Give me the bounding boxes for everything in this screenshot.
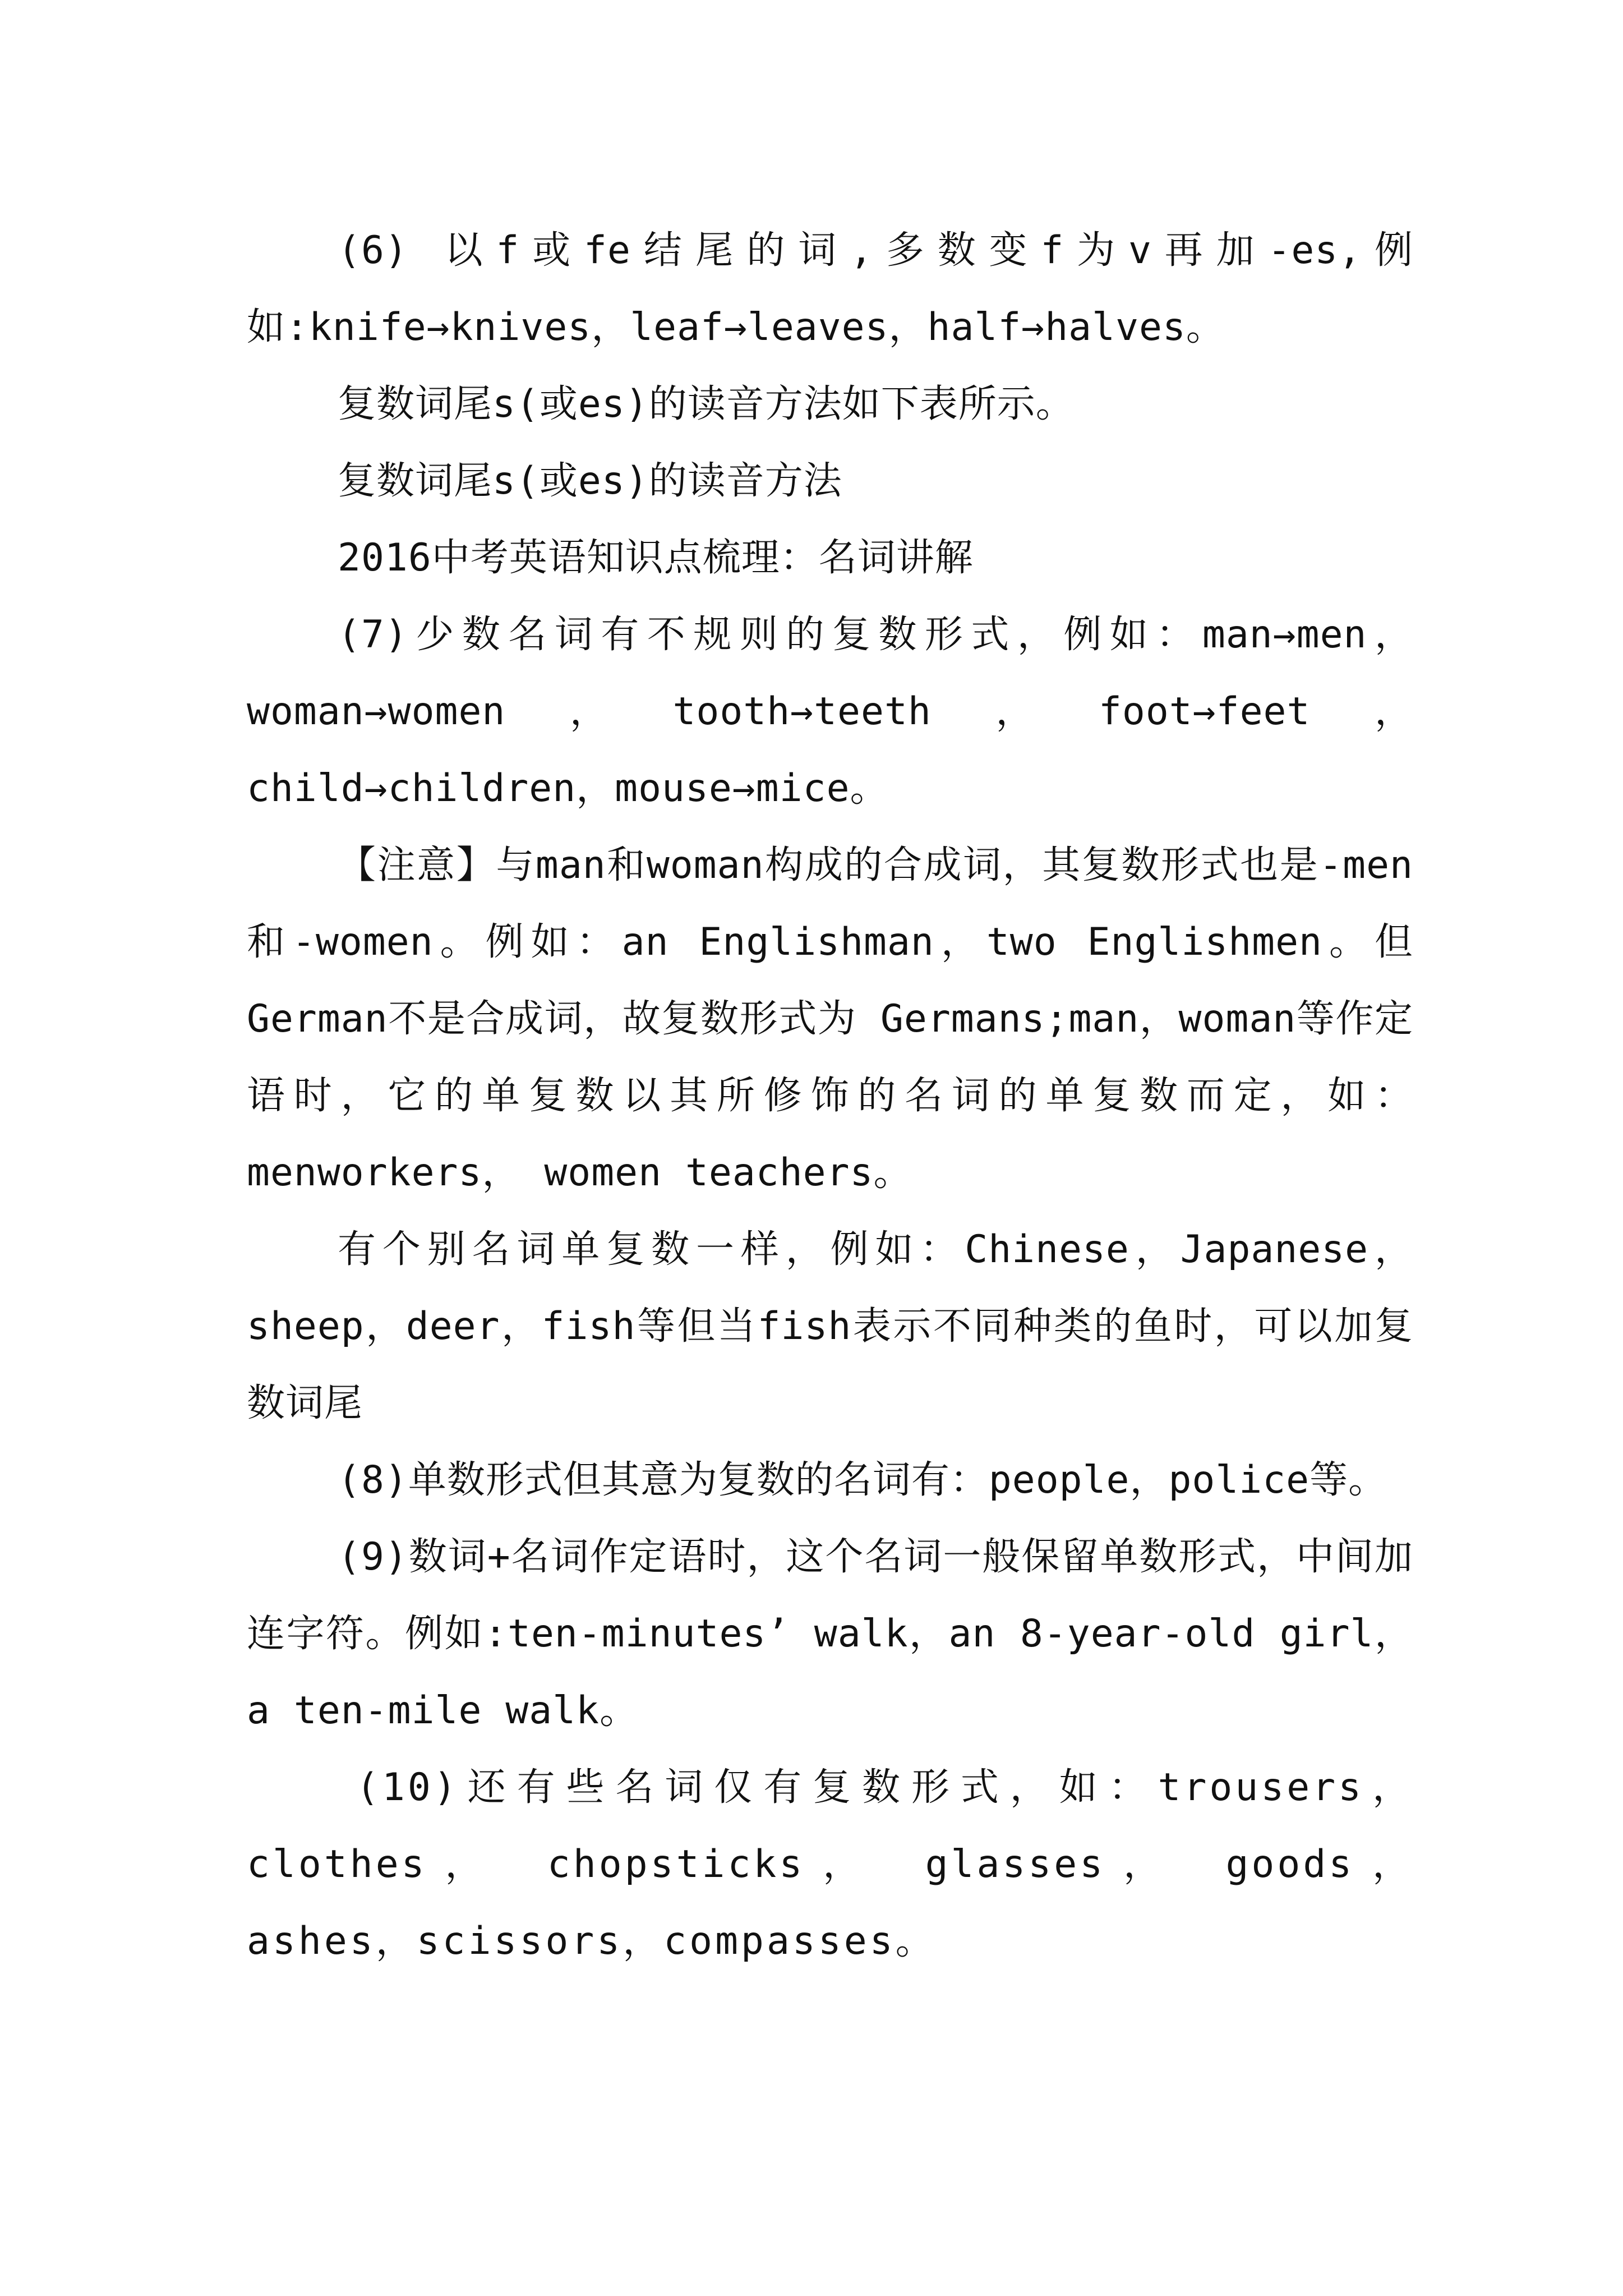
paragraph-note: 【注意】与man和woman构成的合成词，其复数形式也是-men和-women。例如：an Englishman，two Englishmen。但German不是合成词，故复数形式为 Germans;man，woman等作定语时，它的单复数以其所修饰的名词的单复数而定，如：menworkers， women teachers。	[247, 843, 1413, 1195]
paragraph-rule-7: (7)少数名词有不规则的复数形式，例如：man→men，woman→women，tooth→teeth，foot→feet，child→children，mouse→mice。	[247, 613, 1413, 811]
paragraph-table-intro: 复数词尾s(或es)的读音方法如下表所示。	[338, 382, 1075, 426]
paragraph-rule-10: (10)还有些名词仅有复数形式，如：trousers，clothes， chopsticks， glasses， goods， ashes，scissors，compasses。	[247, 1765, 1413, 1963]
paragraph-same-form: 有个别名词单复数一样，例如：Chinese，Japanese，sheep，deer，fish等但当fish表示不同种类的鱼时，可以加复数词尾	[247, 1227, 1413, 1425]
paragraph-table-caption: 复数词尾s(或es)的读音方法	[338, 459, 842, 503]
paragraph-section-title: 2016中考英语知识点梳理：名词讲解	[338, 536, 974, 580]
paragraph-rule-8: (8)单数形式但其意为复数的名词有：people，police等。	[338, 1458, 1387, 1502]
document-page	[247, 212, 1413, 1980]
paragraph-rule-9: (9)数词+名词作定语时，这个名词一般保留单数形式，中间加连字符。例如:ten-minutes’ walk，an 8-year-old girl，a ten-mile walk。	[247, 1535, 1413, 1733]
paragraph-rule-6: (6) 以f或fe结尾的词,多数变f为v再加-es,例如:knife→knives，leaf→leaves，half→halves。	[247, 228, 1413, 349]
